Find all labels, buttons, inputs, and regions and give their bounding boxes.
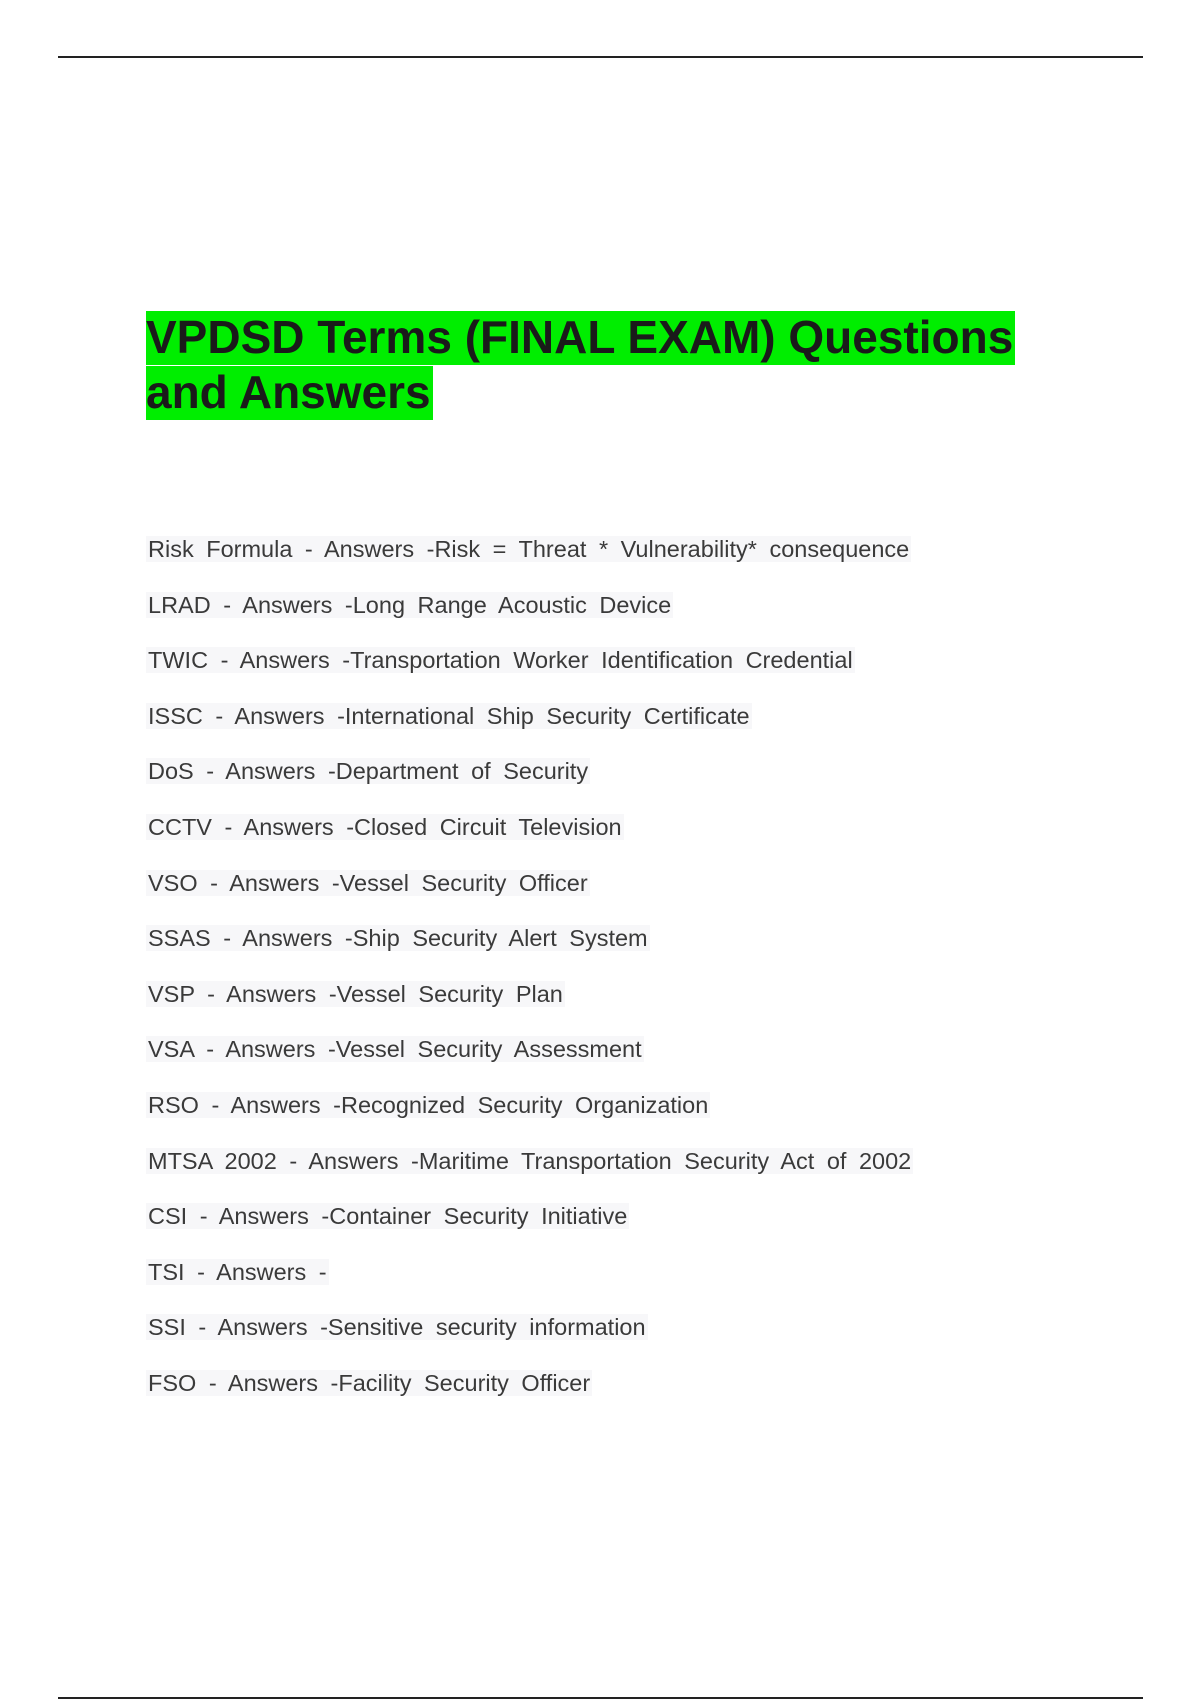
qa-item: [146, 1310, 1146, 1366]
qa-item-text: ISSC - Answers -International Ship Security Certificate: [148, 702, 750, 729]
qa-item: [146, 1144, 1146, 1200]
qa-item: [146, 699, 1146, 755]
qa-item-text: CCTV - Answers -Closed Circuit Television: [148, 813, 622, 840]
qa-item-text: FSO - Answers -Facility Security Officer: [148, 1369, 591, 1396]
qa-item: [146, 810, 1146, 866]
qa-list: [146, 532, 1146, 1422]
qa-item-text: SSAS - Answers -Ship Security Alert System: [148, 925, 648, 952]
qa-item: [146, 754, 1146, 810]
qa-item-text: VSA - Answers -Vessel Security Assessment: [148, 1036, 642, 1063]
qa-item-text: TSI - Answers -: [148, 1258, 327, 1285]
qa-item-text: Risk Formula - Answers -Risk = Threat * Vulnerability* consequence: [148, 536, 910, 562]
qa-item-text: VSO - Answers -Vessel Security Officer: [148, 869, 588, 896]
qa-item-text: VSP - Answers -Vessel Security Plan: [148, 980, 563, 1007]
qa-item-text: CSI - Answers -Container Security Initiative: [148, 1203, 628, 1230]
qa-item-text: TWIC - Answers -Transportation Worker Identification Credential: [148, 647, 853, 674]
qa-item: [146, 643, 1146, 699]
qa-item-text: DoS - Answers -Department of Security: [148, 758, 589, 785]
qa-item-text: SSI - Answers -Sensitive security information: [148, 1314, 646, 1341]
qa-item: [146, 588, 1146, 644]
footer-rule: [58, 1697, 1143, 1699]
qa-item: [146, 1032, 1146, 1088]
qa-item-text: MTSA 2002 - Answers -Maritime Transportation Security Act of 2002: [148, 1147, 912, 1174]
document-title: [146, 310, 1076, 420]
document-title-text: VPDSD Terms (FINAL EXAM) Questions and Answers: [146, 311, 1014, 418]
qa-item: [146, 1366, 1146, 1422]
qa-item: [146, 1255, 1146, 1311]
header-rule: [58, 56, 1143, 58]
qa-item: [146, 866, 1146, 922]
qa-item: [146, 1088, 1146, 1144]
qa-item-text: LRAD - Answers -Long Range Acoustic Device: [148, 591, 672, 618]
qa-item: [146, 977, 1146, 1033]
qa-item-text: RSO - Answers -Recognized Security Organization: [148, 1091, 709, 1118]
qa-item: [146, 532, 1146, 588]
qa-item: [146, 1199, 1146, 1255]
qa-item: [146, 921, 1146, 977]
